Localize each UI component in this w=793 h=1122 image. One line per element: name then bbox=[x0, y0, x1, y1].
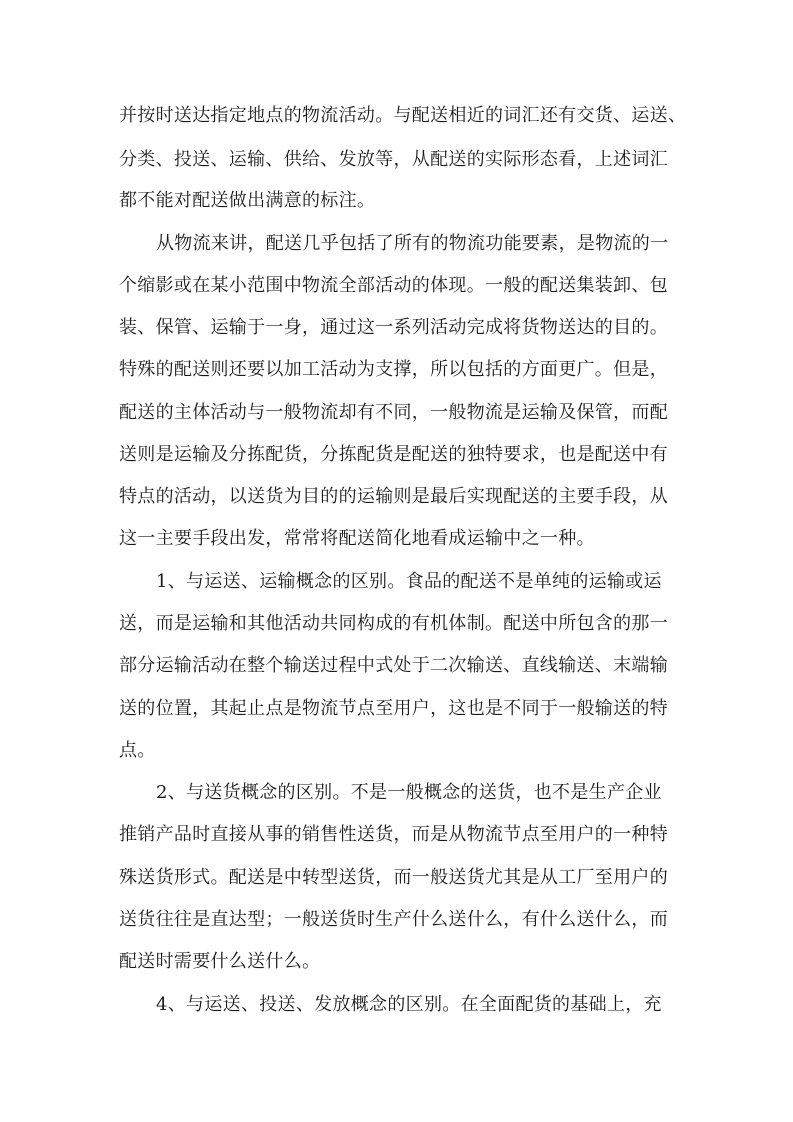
text-line: 配送的主体活动与一般物流却有不同，一般物流是运输及保管，而配 bbox=[119, 402, 668, 423]
text-line: 推销产品时直接从事的销售性送货，而是从物流节点至用户的一种特 bbox=[119, 824, 668, 845]
text-line: 点。 bbox=[119, 740, 156, 761]
text-line: 分类、投送、运输、供给、发放等，从配送的实际形态看，上述词汇 bbox=[119, 149, 668, 170]
text-line: 从物流来讲，配送几乎包括了所有的物流功能要素，是物流的一 bbox=[156, 233, 669, 254]
text-line: 特殊的配送则还要以加工活动为支撑，所以包括的方面更广。但是， bbox=[119, 359, 668, 380]
text-line: 殊送货形式。配送是中转型送货，而一般送货尤其是从工厂至用户的 bbox=[119, 867, 668, 888]
text-line: 配送时需要什么送什么。 bbox=[119, 951, 321, 972]
text-line: 送货往往是直达型；一般送货时生产什么送什么，有什么送什么，而 bbox=[119, 909, 668, 930]
text-line: 4、与运送、投送、发放概念的区别。在全面配货的基础上，充 bbox=[156, 994, 662, 1015]
text-line: 并按时送达指定地点的物流活动。与配送相近的词汇还有交货、运送、 bbox=[119, 105, 687, 126]
text-line: 个缩影或在某小范围中物流全部活动的体现。一般的配送集装卸、包 bbox=[119, 275, 668, 296]
text-line: 2、与送货概念的区别。不是一般概念的送货，也不是生产企业 bbox=[156, 782, 662, 803]
text-line: 1、与运送、运输概念的区别。食品的配送不是单纯的运输或运 bbox=[156, 571, 662, 592]
text-line: 装、保管、运输于一身，通过这一系列活动完成将货物送达的目的。 bbox=[119, 317, 668, 338]
text-line: 特点的活动，以送货为目的的运输则是最后实现配送的主要手段，从 bbox=[119, 486, 668, 507]
text-line: 送则是运输及分拣配货，分拣配货是配送的独特要求，也是配送中有 bbox=[119, 444, 668, 465]
text-line: 送，而是运输和其他活动共同构成的有机体制。配送中所包含的那一 bbox=[119, 613, 668, 634]
text-line: 都不能对配送做出满意的标注。 bbox=[119, 190, 376, 211]
text-line: 部分运输活动在整个输送过程中式处于二次输送、直线输送、末端输 bbox=[119, 655, 668, 676]
text-line: 送的位置，其起止点是物流节点至用户，这也是不同于一般输送的特 bbox=[119, 698, 668, 719]
text-line: 这一主要手段出发，常常将配送简化地看成运输中之一种。 bbox=[119, 528, 595, 549]
